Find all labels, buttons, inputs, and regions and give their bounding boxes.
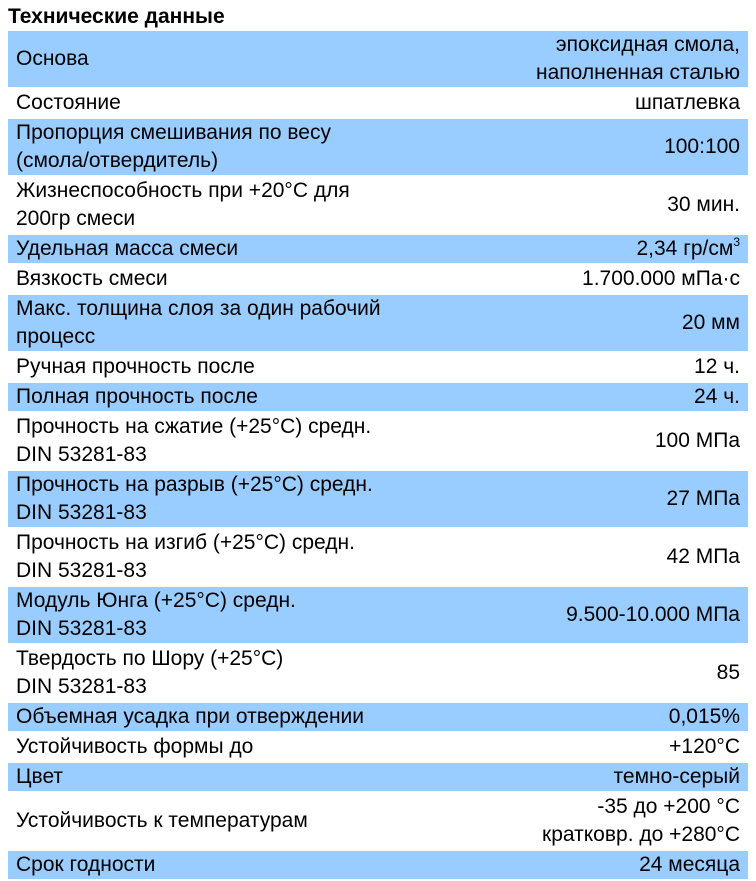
table-row (8, 235, 748, 265)
row-label (8, 851, 448, 879)
row-value-text: 24 месяца (639, 853, 740, 876)
row-value (448, 485, 748, 513)
row-label (8, 763, 448, 791)
row-label-line: DIN 53281-83 (16, 675, 147, 698)
row-label (8, 45, 448, 73)
table-row (8, 529, 748, 587)
row-value-line (448, 353, 740, 381)
row-value-superscript: 3 (733, 235, 740, 249)
row-value-text: 20 мм (681, 311, 740, 334)
row-value-line (448, 59, 740, 87)
row-value-line (448, 763, 740, 791)
row-value (448, 191, 748, 219)
row-value-text: темно-серый (613, 765, 740, 788)
table-row (8, 793, 748, 851)
row-value (448, 427, 748, 455)
row-value (448, 235, 748, 263)
table-row (8, 295, 748, 353)
row-value-text: 100 МПа (654, 429, 740, 452)
table-row (8, 703, 748, 733)
table-row (8, 471, 748, 529)
row-label-line: Устойчивость формы до (16, 735, 254, 758)
row-value-text: +120°С (669, 735, 740, 758)
row-label-line: Основа (16, 47, 89, 70)
row-label-line: Жизнеспособность при +20°С для (16, 179, 350, 202)
row-label (8, 177, 448, 233)
row-value-line (448, 793, 740, 821)
row-label-line: DIN 53281-83 (16, 559, 147, 582)
row-label-line: Ручная прочность после (16, 355, 255, 378)
row-value-line (448, 383, 740, 411)
row-value-text: эпоксидная смола, (555, 33, 740, 56)
row-value-text: кратковр. до +280°С (542, 823, 740, 846)
table-row (8, 119, 748, 177)
row-value (448, 89, 748, 117)
row-label (8, 645, 448, 701)
table-row (8, 31, 748, 89)
row-value (448, 733, 748, 761)
row-label (8, 89, 448, 117)
row-value (448, 793, 748, 849)
row-value (448, 543, 748, 571)
row-label (8, 733, 448, 761)
row-value-text: 85 (716, 661, 740, 684)
row-value (448, 383, 748, 411)
row-label-line: Удельная масса смеси (16, 237, 239, 260)
row-value-text: 0,015% (668, 705, 740, 728)
row-value-line (448, 821, 740, 849)
row-value-line (448, 133, 740, 161)
row-label (8, 703, 448, 731)
row-value-text: наполненная сталью (536, 61, 740, 84)
row-label-line: DIN 53281-83 (16, 617, 147, 640)
row-label-line: Устойчивость к температурам (16, 809, 308, 832)
row-label (8, 295, 448, 351)
row-value-line (448, 733, 740, 761)
row-value-text: 2,34 гр/см (636, 237, 734, 260)
row-label-line: Полная прочность после (16, 385, 258, 408)
row-label-line: Вязкость смеси (16, 267, 168, 290)
row-label (8, 265, 448, 293)
row-value-line (448, 601, 740, 629)
row-value-line (448, 427, 740, 455)
row-value-line (448, 191, 740, 219)
table-row (8, 733, 748, 763)
row-label-line: Объемная усадка при отверждении (16, 705, 365, 728)
section-title: Технические данные (8, 5, 225, 28)
row-value-text: 9.500-10.000 МПа (566, 603, 740, 626)
row-value (448, 31, 748, 87)
row-value-text: шпатлевка (634, 91, 740, 114)
row-value-text: 30 мин. (667, 193, 740, 216)
row-value (448, 265, 748, 293)
table-row (8, 353, 748, 383)
row-label-line: Макс. толщина слоя за один рабочий (16, 297, 381, 320)
row-value-line (448, 851, 740, 879)
row-label-line: Прочность на разрыв (+25°С) средн. (16, 473, 373, 496)
row-value (448, 659, 748, 687)
row-label-line: Цвет (16, 765, 64, 788)
row-label (8, 807, 448, 835)
row-value (448, 601, 748, 629)
row-label-line: Прочность на изгиб (+25°С) средн. (16, 531, 355, 554)
row-value-text: 27 МПа (666, 487, 740, 510)
row-label-line: Твердость по Шору (+25°С) (16, 647, 284, 670)
table-row (8, 89, 748, 119)
row-label (8, 119, 448, 175)
row-value-line (448, 703, 740, 731)
row-label-line: Пропорция смешивания по весу (16, 121, 331, 144)
row-label-line: DIN 53281-83 (16, 501, 147, 524)
row-value-text: 24 ч. (694, 385, 740, 408)
table-row (8, 265, 748, 295)
table-row (8, 383, 748, 413)
row-label-line: процесс (16, 325, 96, 348)
table-row (8, 177, 748, 235)
row-value-text: 42 МПа (666, 545, 740, 568)
row-label (8, 353, 448, 381)
row-label-line: Состояние (16, 91, 121, 114)
row-label (8, 413, 448, 469)
row-value (448, 703, 748, 731)
row-value-line (448, 31, 740, 59)
table-row (8, 413, 748, 471)
row-value-line (448, 309, 740, 337)
row-value-line (448, 543, 740, 571)
row-label-line: DIN 53281-83 (16, 443, 147, 466)
row-label-line: Срок годности (16, 853, 156, 876)
row-value (448, 353, 748, 381)
row-label-line: Модуль Юнга (+25°С) средн. (16, 589, 296, 612)
row-value-line (448, 659, 740, 687)
row-value (448, 851, 748, 879)
row-value-text: 1.700.000 мПа·с (582, 267, 740, 290)
row-label-line: (смола/отвердитель) (16, 149, 219, 172)
row-label (8, 471, 448, 527)
row-label-line: Прочность на сжатие (+25°С) средн. (16, 415, 372, 438)
row-value (448, 763, 748, 791)
row-label (8, 235, 448, 263)
row-value-line (448, 89, 740, 117)
table-row (8, 851, 748, 881)
row-value (448, 133, 748, 161)
row-value-line (448, 265, 740, 293)
row-value-line (448, 485, 740, 513)
row-label (8, 383, 448, 411)
row-label-line: 200гр смеси (16, 207, 136, 230)
table-row (8, 645, 748, 703)
row-value-text: 100:100 (664, 135, 740, 158)
row-label (8, 529, 448, 585)
row-label (8, 587, 448, 643)
row-value-text: -35 до +200 °С (597, 795, 740, 818)
row-value-line (448, 235, 740, 263)
table-row (8, 587, 748, 645)
table-row (8, 763, 748, 793)
technical-data-table (8, 31, 748, 881)
row-value-text: 12 ч. (694, 355, 740, 378)
row-value (448, 309, 748, 337)
